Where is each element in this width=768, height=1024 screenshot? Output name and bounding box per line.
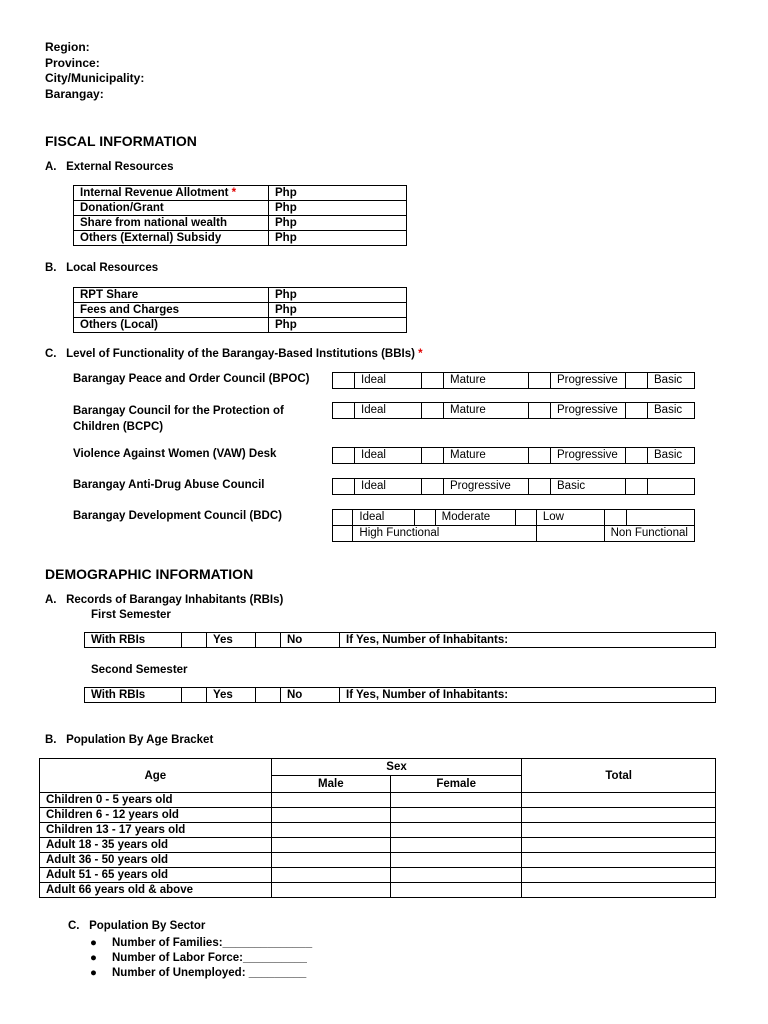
female-cell[interactable] <box>391 883 522 898</box>
checkbox[interactable] <box>529 373 551 389</box>
table-row <box>74 318 407 333</box>
vaw-levels <box>332 447 695 464</box>
level-option: Progressive <box>551 373 626 389</box>
checkbox[interactable] <box>182 633 207 648</box>
bbi-title: C. Level of Functionality of the Barangay-Based Institutions (BBIs) <box>45 348 415 360</box>
barangay-label: Barangay: <box>45 86 104 101</box>
province-label: Province: <box>45 55 100 70</box>
level-option: Ideal <box>355 373 422 389</box>
others-local-label: Others (Local) <box>74 318 269 333</box>
fees-value[interactable]: Php <box>269 303 407 318</box>
age-header: Age <box>40 759 272 793</box>
checkbox[interactable] <box>422 448 444 464</box>
total-cell[interactable] <box>522 853 716 868</box>
yes-label: Yes <box>207 633 256 648</box>
table-row <box>333 403 695 419</box>
total-cell[interactable] <box>522 883 716 898</box>
families-field[interactable]: Number of Families:______________ <box>112 937 313 949</box>
female-cell[interactable] <box>391 853 522 868</box>
city-label: City/Municipality: <box>45 71 145 85</box>
age-bracket-table <box>39 758 716 898</box>
female-header: Female <box>391 776 522 793</box>
table-row <box>40 868 716 883</box>
checkbox[interactable] <box>333 403 355 419</box>
level-option <box>626 510 694 526</box>
bpoc-label: Barangay Peace and Order Council (BPOC) <box>73 373 310 385</box>
checkbox[interactable] <box>333 510 353 526</box>
level-option: Progressive <box>444 479 529 495</box>
checkbox[interactable] <box>333 373 355 389</box>
demographic-title: DEMOGRAPHIC INFORMATION <box>45 566 254 582</box>
required-mark: * <box>231 187 237 199</box>
first-semester-label: First Semester <box>91 609 171 621</box>
fees-label: Fees and Charges <box>74 303 269 318</box>
inhabitants-label: If Yes, Number of Inhabitants: <box>340 633 716 648</box>
bcpc-label <box>73 403 284 435</box>
male-header: Male <box>271 776 390 793</box>
list-item <box>90 966 312 981</box>
level-option: Ideal <box>355 403 422 419</box>
sex-header: Sex <box>271 759 522 776</box>
checkbox[interactable] <box>422 373 444 389</box>
no-label: No <box>281 688 340 703</box>
age-row-label: Adult 51 - 65 years old <box>40 868 272 883</box>
total-cell[interactable] <box>522 823 716 838</box>
checkbox[interactable] <box>182 688 207 703</box>
rpt-share-value[interactable]: Php <box>269 288 407 303</box>
level-option: Ideal <box>355 448 422 464</box>
bcpc-label-line1: Barangay Council for the Protection of <box>73 405 284 417</box>
table-row <box>333 448 695 464</box>
checkbox[interactable] <box>529 403 551 419</box>
level-option: Low <box>536 510 604 526</box>
ira-value[interactable]: Php <box>269 186 407 201</box>
donation-label: Donation/Grant <box>74 201 269 216</box>
male-cell[interactable] <box>271 838 390 853</box>
total-cell[interactable] <box>522 793 716 808</box>
bullet-icon: ● <box>90 952 97 964</box>
checkbox[interactable] <box>516 510 536 526</box>
bpoc-levels <box>332 372 695 389</box>
table-row <box>74 201 407 216</box>
rbi-title: A. Records of Barangay Inhabitants (RBIs) <box>45 594 284 606</box>
checkbox[interactable] <box>333 448 355 464</box>
checkbox[interactable] <box>256 688 281 703</box>
sector-list <box>90 936 312 981</box>
level-option: Ideal <box>355 479 422 495</box>
table-row <box>85 688 716 703</box>
level-option: Basic <box>648 448 695 464</box>
table-row <box>40 823 716 838</box>
list-item <box>90 951 312 966</box>
total-cell[interactable] <box>522 838 716 853</box>
checkbox[interactable] <box>333 526 353 542</box>
female-cell[interactable] <box>391 808 522 823</box>
bullet-icon: ● <box>90 967 97 979</box>
region-label: Region: <box>45 40 90 54</box>
required-mark: * <box>418 348 423 360</box>
checkbox[interactable] <box>333 479 355 495</box>
age-row-label: Adult 66 years old & above <box>40 883 272 898</box>
female-cell[interactable] <box>391 868 522 883</box>
level-option: Mature <box>444 403 529 419</box>
level-option: Progressive <box>551 403 626 419</box>
second-semester-label: Second Semester <box>91 664 188 676</box>
level-option <box>648 479 695 495</box>
unemployed-field[interactable]: Number of Unemployed: _________ <box>112 967 307 979</box>
checkbox[interactable] <box>626 403 648 419</box>
ira-label: Internal Revenue Allotment <box>80 187 229 199</box>
female-cell[interactable] <box>391 823 522 838</box>
total-cell[interactable] <box>522 868 716 883</box>
male-cell[interactable] <box>271 823 390 838</box>
age-row-label: Adult 18 - 35 years old <box>40 838 272 853</box>
age-bracket-title: B. Population By Age Bracket <box>45 734 214 746</box>
first-semester-table <box>84 632 716 648</box>
age-row-label: Children 6 - 12 years old <box>40 808 272 823</box>
badac-levels <box>332 478 695 495</box>
national-wealth-value[interactable]: Php <box>269 216 407 231</box>
with-rbis-label: With RBIs <box>85 688 182 703</box>
level-option: Non Functional <box>604 526 694 542</box>
table-row <box>74 186 407 201</box>
checkbox[interactable] <box>536 526 604 542</box>
external-resources-title: A. External Resources <box>45 161 174 173</box>
local-resources-table <box>73 287 407 333</box>
level-option: Progressive <box>551 448 626 464</box>
checkbox[interactable] <box>422 479 444 495</box>
level-option: Basic <box>648 403 695 419</box>
bcpc-label-line2: Children (BCPC) <box>73 421 164 433</box>
age-row-label: Children 0 - 5 years old <box>40 793 272 808</box>
female-cell[interactable] <box>391 793 522 808</box>
male-cell[interactable] <box>271 853 390 868</box>
checkbox[interactable] <box>604 510 626 526</box>
checkbox[interactable] <box>626 479 648 495</box>
local-resources-title: B. Local Resources <box>45 262 159 274</box>
level-option: Mature <box>444 448 529 464</box>
level-option: Basic <box>648 373 695 389</box>
sector-title: C. Population By Sector <box>68 920 206 932</box>
external-resources-table <box>73 185 407 246</box>
table-row <box>40 853 716 868</box>
checkbox[interactable] <box>256 633 281 648</box>
badac-label: Barangay Anti-Drug Abuse Council <box>73 479 265 491</box>
bullet-icon: ● <box>90 937 97 949</box>
age-row-label: Adult 36 - 50 years old <box>40 853 272 868</box>
total-cell[interactable] <box>522 808 716 823</box>
bcpc-levels <box>332 402 695 419</box>
table-header-row <box>40 759 716 776</box>
level-option: Mature <box>444 373 529 389</box>
bbi-title-line <box>45 348 423 360</box>
table-row <box>40 793 716 808</box>
bdc-label: Barangay Development Council (BDC) <box>73 510 282 522</box>
table-row <box>40 883 716 898</box>
list-item <box>90 936 312 951</box>
total-header: Total <box>522 759 716 793</box>
checkbox[interactable] <box>529 479 551 495</box>
others-local-value[interactable]: Php <box>269 318 407 333</box>
table-row <box>74 231 407 246</box>
table-row <box>333 526 695 542</box>
table-row <box>333 479 695 495</box>
table-row <box>74 288 407 303</box>
checkbox[interactable] <box>626 448 648 464</box>
level-option: Basic <box>551 479 626 495</box>
labor-force-field[interactable]: Number of Labor Force:__________ <box>112 952 307 964</box>
male-cell[interactable] <box>271 808 390 823</box>
no-label: No <box>281 633 340 648</box>
table-row <box>74 303 407 318</box>
male-cell[interactable] <box>271 883 390 898</box>
fiscal-title: FISCAL INFORMATION <box>45 133 197 149</box>
male-cell[interactable] <box>271 868 390 883</box>
female-cell[interactable] <box>391 838 522 853</box>
table-row <box>333 373 695 389</box>
checkbox[interactable] <box>415 510 435 526</box>
donation-value[interactable]: Php <box>269 201 407 216</box>
table-row <box>333 510 695 526</box>
location-block <box>45 40 144 102</box>
vaw-label: Violence Against Women (VAW) Desk <box>73 448 277 460</box>
bdc-levels <box>332 509 695 542</box>
table-row <box>74 216 407 231</box>
table-row <box>85 633 716 648</box>
table-row <box>40 838 716 853</box>
inhabitants-label: If Yes, Number of Inhabitants: <box>340 688 716 703</box>
level-option: Ideal <box>353 510 415 526</box>
national-wealth-label: Share from national wealth <box>74 216 269 231</box>
second-semester-table <box>84 687 716 703</box>
rpt-share-label: RPT Share <box>74 288 269 303</box>
with-rbis-label: With RBIs <box>85 633 182 648</box>
checkbox[interactable] <box>422 403 444 419</box>
checkbox[interactable] <box>529 448 551 464</box>
others-external-label: Others (External) Subsidy <box>74 231 269 246</box>
age-row-label: Children 13 - 17 years old <box>40 823 272 838</box>
checkbox[interactable] <box>626 373 648 389</box>
yes-label: Yes <box>207 688 256 703</box>
others-external-value[interactable]: Php <box>269 231 407 246</box>
male-cell[interactable] <box>271 793 390 808</box>
table-row <box>40 808 716 823</box>
level-option: High Functional <box>353 526 536 542</box>
level-option: Moderate <box>435 510 516 526</box>
